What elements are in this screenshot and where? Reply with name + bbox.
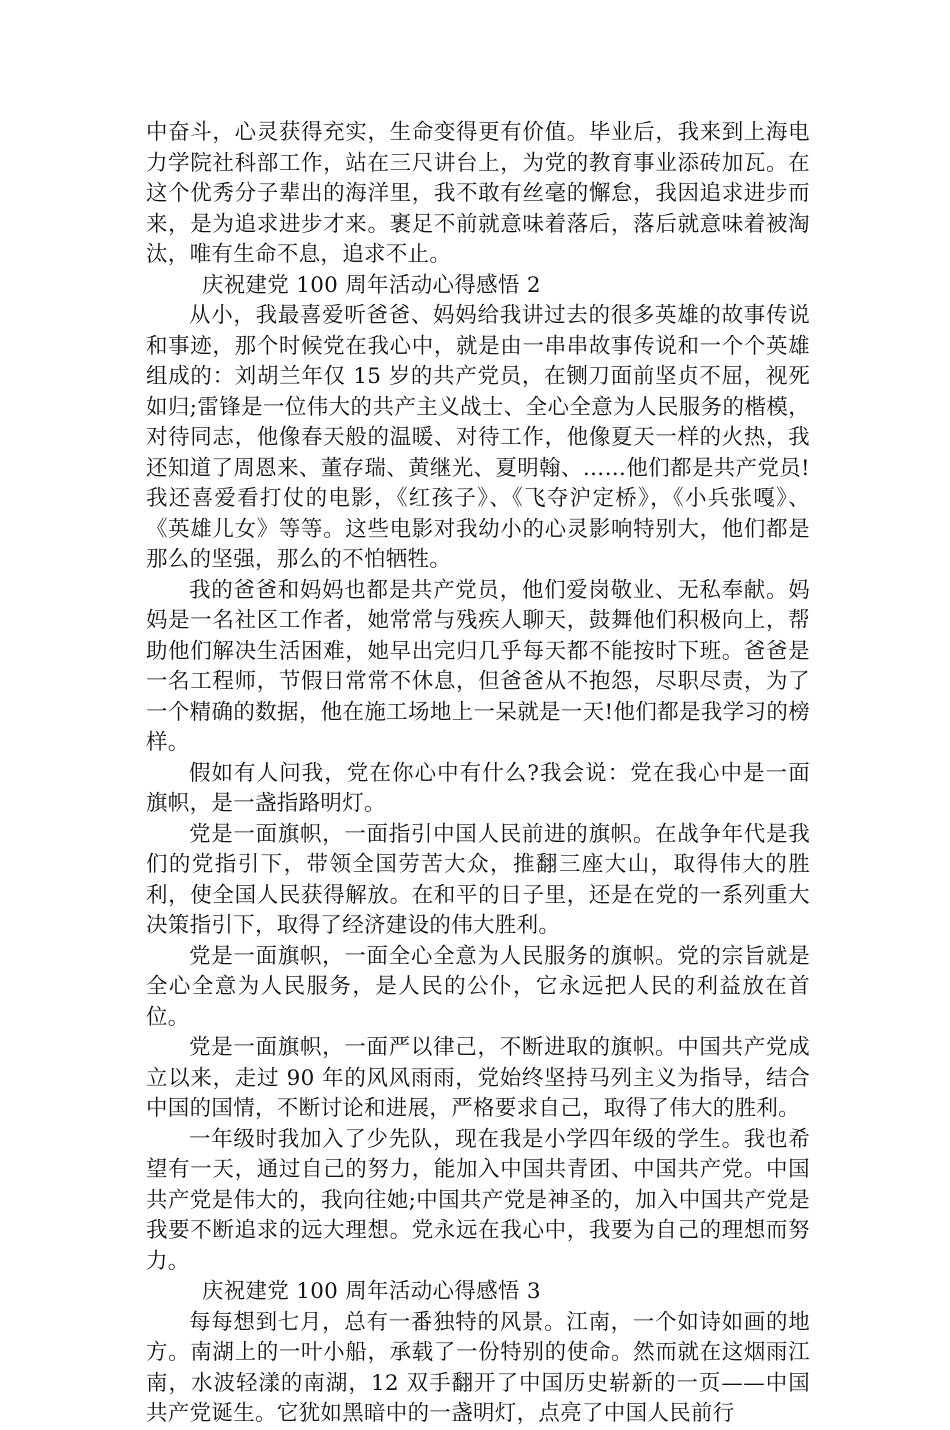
section-heading-2: 庆祝建党 100 周年活动心得感悟 2 [201, 272, 541, 298]
paragraph-flag-service: 党是一面旗帜，一面全心全意为人民服务的旗帜。党的宗旨就是全心全意为人民服务，是人民的公仆，它永远把人民的利益放在首位。 [146, 943, 810, 1030]
paragraph-childhood-heroes: 从小，我最喜爱听爸爸、妈妈给我讲过去的很多英雄的故事传说和事迹，那个时候党在我心中，就是由一串串故事传说和一个个英雄组成的：刘胡兰年仅 15 岁的共产党员，在铡刀面前坚贞不屈，视死如归;雷锋是一位伟大的共产主义战士、全心全意为人民服务的楷模，对待同志，他像春天般的温暖、对待工作，他像夏天一样的火热，我还知道了周恩来、董存瑞、黄继光、夏明翰、……他们都是共产党员!我还喜爱看打仗的电影，《红孩子》、《飞夺沪定桥》，《小兵张嘎》、《英雄儿女》等等。这些电影对我幼小的心灵影响特别大，他们都是那么的坚强，那么的不怕牺牲。 [146, 303, 810, 572]
paragraph-aspiration: 一年级时我加入了少先队，现在我是小学四年级的学生。我也希望有一天，通过自己的努力，能加入中国共青团、中国共产党。中国共产党是伟大的，我向往她;中国共产党是神圣的，加入中国共产党是我要不断追求的远大理想。党永远在我心中，我要为自己的理想而努力。 [146, 1126, 810, 1274]
paragraph-continued: 中奋斗，心灵获得充实，生命变得更有价值。毕业后，我来到上海电力学院社科部工作，站在三尺讲台上，为党的教育事业添砖加瓦。在这个优秀分子辈出的海洋里，我不敢有丝毫的懈怠，我因追求进步而来，是为追求进步才来。裹足不前就意味着落后，落后就意味着被淘汰，唯有生命不息，追求不止。 [146, 120, 810, 267]
paragraph-parents: 我的爸爸和妈妈也都是共产党员，他们爱岗敬业、无私奉献。妈妈是一名社区工作者，她常常与残疾人聊天，鼓舞他们积极向上，帮助他们解决生活困难，她早出完归几乎每天都不能按时下班。爸爸是一名工程师，节假日常常不休息，但爸爸从不抱怨，尽职尽责，为了一个精确的数据，他在施工场地上一呆就是一天!他们都是我学习的榜样。 [146, 577, 810, 755]
section-heading-3: 庆祝建党 100 周年活动心得感悟 3 [201, 1279, 541, 1304]
paragraph-flag-discipline: 党是一面旗帜，一面严以律己，不断进取的旗帜。中国共产党成立以来，走过 90 年的风风雨雨，党始终坚持马列主义为指导，结合中国的国情，不断讨论和进展，严格要求自己，取得了伟大的胜利。 [146, 1035, 810, 1121]
paragraph-question: 假如有人问我，党在你心中有什么?我会说：党在我心中是一面旗帜，是一盏指路明灯。 [146, 760, 810, 816]
paragraph-july-south-lake: 每每想到七月，总有一番独特的风景。江南，一个如诗如画的地方。南湖上的一叶小船，承载了一份特别的使命。然而就在这烟雨江南，水波轻漾的南湖，12 双手翻开了中国历史崭新的一页——中国共产党诞生。它犹如黑暗中的一盏明灯，点亮了中国人民前行 [146, 1309, 810, 1426]
paragraph-flag-guidance: 党是一面旗帜，一面指引中国人民前进的旗帜。在战争年代是我们的党指引下，带领全国劳苦大众，推翻三座大山，取得伟大的胜利，使全国人民获得解放。在和平的日子里，还是在党的一系列重大决策指引下，取得了经济建设的伟大胜利。 [146, 821, 810, 938]
document-body [146, 118, 810, 1430]
